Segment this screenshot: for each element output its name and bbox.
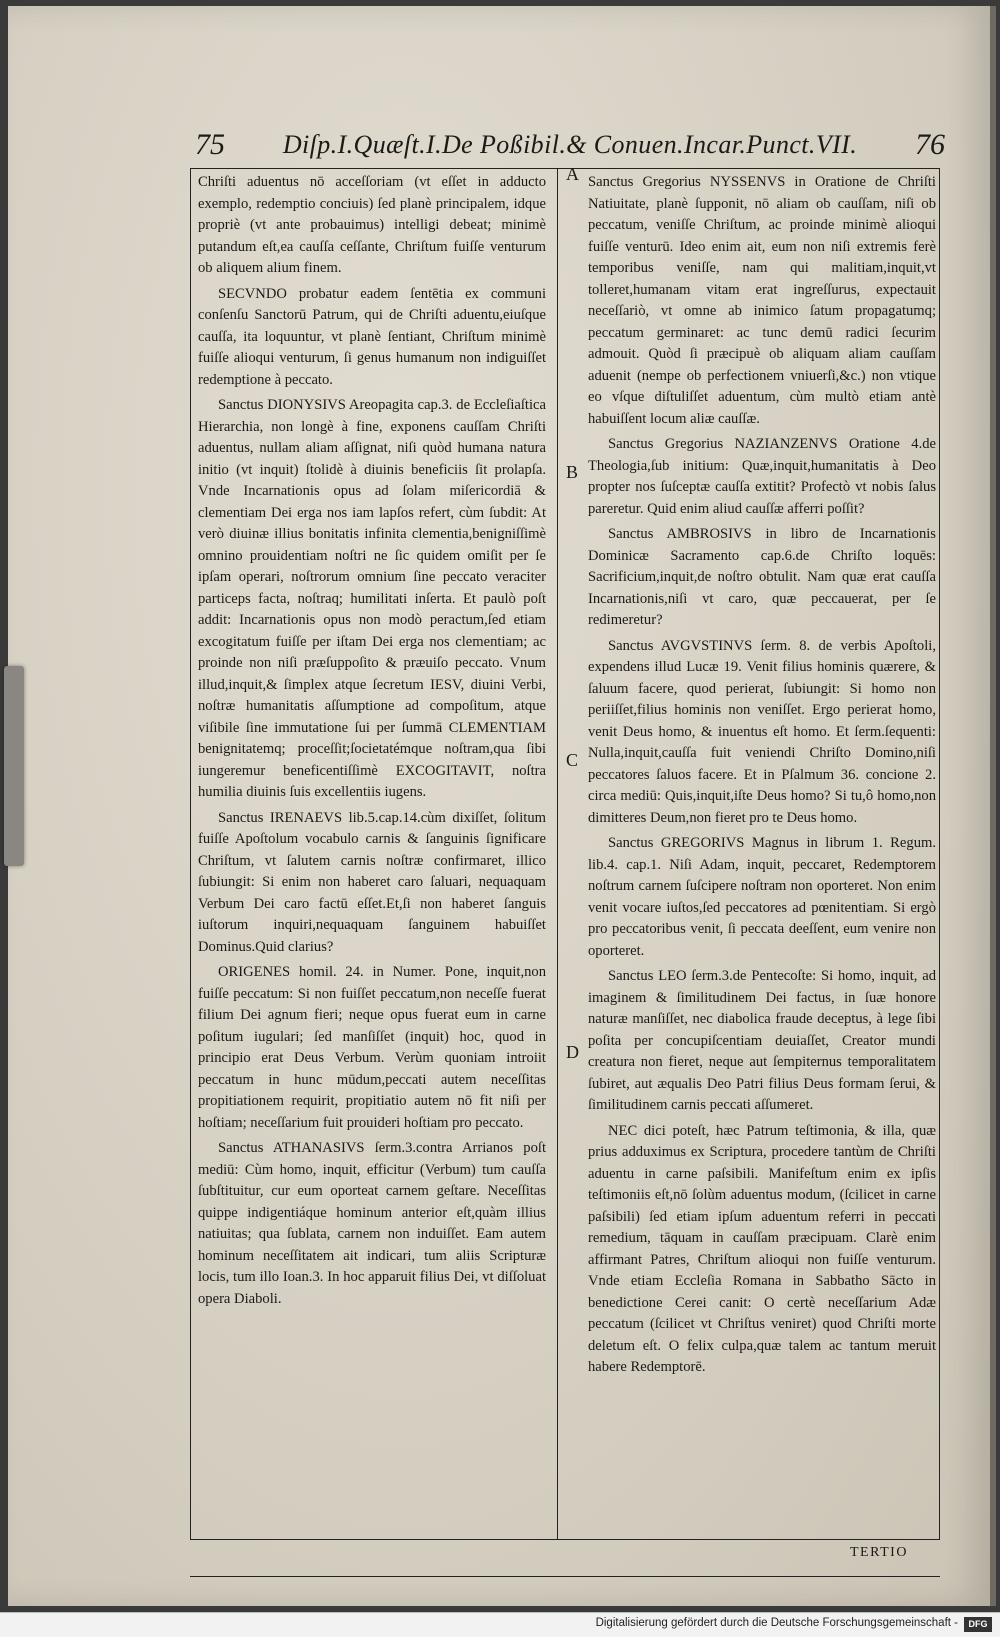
margin-letter-d: D xyxy=(566,1042,579,1062)
catchword: TERTIO xyxy=(850,1545,908,1560)
margin-letter-b: B xyxy=(566,462,579,482)
left-column xyxy=(198,172,546,1534)
paragraph: Sanctus Gregorius NYSSENVS in Oratione de Chriſti Natiuitate, planè ſupponit, nō aliam ob cauſſam, niſi ob peccatum, veniſſe Chriſtum, ac proinde minimè alioqui fuiſſe venturū. Ideo enim ait, eum non niſi extremis ferè temporibus veniſſe, nam qui malitiam,inquit,vt tolleret,humanam vitam erat ingreſſurus, expectauit neceſſariò, vt omne ab inimico ſatum propagatumq; peccatum germinaret: ac tunc demū radici ſecurim admouit. Quòd ſi præcipuè ob aliquam aliam cauſſam aduenit (nempe ob perfectionem vniuerſi,&c.) non vtique eo vſque diſtuliſſet aduentum, cùm multò etiam antè habuiſſent locum aliæ cauſſæ. xyxy=(588,174,936,427)
running-title: Diſp.I.Quæſt.I.De Poßibil.& Conuen.Incar.Punct.VII. xyxy=(282,130,858,159)
dfg-logo-icon: DFG xyxy=(964,1617,992,1632)
footer-credit: Digitalisierung gefördert durch die Deutsche Forschungsgemeinschaft - xyxy=(595,1617,958,1629)
margin-letter-a: A xyxy=(566,164,579,184)
paragraph: SECVNDO probatur eadem ſentētia ex communi conſenſu Sanctorū Patrum, qui de Chriſti aduentu,eiuſque cauſſa, ita loquuntur, vt planè ſentiant, Chriſtum minimè fuiſſe alioqui venturum, ſi genus humanum non indiguiſſet redemptione à peccato. xyxy=(198,285,546,388)
page-clip xyxy=(4,666,24,866)
right-page-number: 76 xyxy=(915,128,945,161)
running-header xyxy=(185,128,945,162)
paragraph: ORIGENES homil. 24. in Numer. Pone, inquit,non fuiſſe peccatum: Si non fuiſſet peccatum,non neceſſe fuerat filium Dei agnum fieri; neque opus fuerat eum in carne poſitum iugulari; ſed manſiſſet (inquit) hoc, quod in principio erat Deus Verbum. Verùm quoniam introiit peccatum in hunc mūdum,peccati autem neceſſitas propitiationem requirit, propitiatio autem nō fit niſi per hoſtiam; neceſſarium fuit prouideri hoſtiam pro peccato. xyxy=(198,964,546,1131)
margin-letter-c: C xyxy=(566,750,579,770)
paragraph: Sanctus ATHANASIVS ſerm.3.contra Arrianos poſt mediū: Cùm homo, inquit, efficitur (Verbum) tum cauſſa ſubſtituitur, cur eum oporteat carnem geſtare. Neceſſitas quippe indigentiáque hominum anterior eſt,quàm illius natiuitas; qua ſublata, carnem non induiſſet. Eam autem hominum neceſſitatem ait indicari, tum aliis Scripturæ locis, tum illo Ioan.3. In hoc apparuit filius Dei, vt diſſoluat opera Diaboli. xyxy=(198,1140,546,1307)
paragraph: Sanctus AMBROSIVS in libro de Incarnationis Dominicæ Sacramento cap.6.de Chriſto loquēs: Sacrificium,inquit,de noſtro obtulit. Nam quæ erat cauſſa Incarnationis,niſi vt caro, quæ peccauerat, per ſe redimeretur? xyxy=(588,526,936,628)
left-page-number: 75 xyxy=(195,128,225,161)
paragraph: Sanctus DIONYSIVS Areopagita cap.3. de Eccleſiaſtica Hierarchia, non longè à fine, exponens cauſſam Chriſti aduentus, nullam aliam aſſignat, niſi quòd humana natura initio (vt inquit) ſtolidè à diuinis beneficiis ſit prolapſa. Vnde Incarnationis opus ad ſolam miſericordiā & clementiam Dei erga nos iam lapſos refert, cùm ſubdit: At verò diuinæ illius bonitatis infinita clementia,benigniſſimè omnino prouidentiam noſtri ne ſic quidem omiſit per ſe ipſam operari, noſtrorum omnium ſine peccato veraciter particeps facta, noſtraq; humilitati inſerta. Et paulò poſt addit: Incarnationis opus non modò peractum,ſed etiam excogitatum fuiſſe per iſtam Dei erga nos clementiam; ac proinde non niſi præſuppoſito & præuiſo peccato. Vnum illud,inquit,& ſimplex atque ſecretum IESV, diuini Verbi, noſtræ humanitatis aſſumptione ad compoſitum, atque viſibile ſine immutatione ſui per ſummā CLEMENTIAM benignitatemq; proceſſit;ſocietatémque noſtram,qua ſibi iungeremur beneficentiſſimè EXCOGITAVIT, noſtra humilia diuinis ſuis excellentiis iugens. xyxy=(198,397,546,800)
paragraph: NEC dici poteſt, hæc Patrum teſtimonia, & illa, quæ prius adduximus ex Scriptura, procedere tantùm de Chriſti aduentu in carne paſsibili. Manifeſtum enim ex ipſis teſtimoniis eſt,nō ſolùm aduentus modum, (ſcilicet in carne paſsibili) ſed etiam ipſum aduentum referri in peccati remedium, tāquam in cauſſam præcipuam. Clarè enim affirmant Patres, Chriſtum alioqui non fuiſſe venturum. Vnde etiam Eccleſia Romana in Sabbatho Sācto in benedictione Cerei canit: O certè neceſſarium Adæ peccatum (ſcilicet vt Chriſtus veniret) quod Chriſti morte deletum eſt. O felix culpa,quæ talem ac tantum meruit habere Redemptorē. xyxy=(588,1122,936,1375)
right-column xyxy=(588,172,936,1534)
paragraph: Chriſti aduentus nō acceſſoriam (vt eſſet in adducto exemplo, redemptio conciuis) ſed planè principalem, idque propriè (vt ante probauimus) intelligi debeat; minimè putandum eſt,ea cauſſa ceſſante, Chriſtum fuiſſe venturum ob aliquem alium finem. xyxy=(198,174,546,276)
paragraph: Sanctus IRENAEVS lib.5.cap.14.cùm dixiſſet, ſolitum fuiſſe Apoſtolum vocabulo carnis & ſanguinis ſignificare Chriſtum, vt ſalutem carnis noſtræ confirmaret, illico ſubiungit: Si enim non haberet caro ſaluari, nequaquam Verbum Dei caro factū eſſet.Et,ſi non haberet ſanguis iuſtorum inquiri,nequaquam ſanguinem habuiſſet Dominus.Quid clarius? xyxy=(198,809,546,955)
paragraph: Sanctus Gregorius NAZIANZENVS Oratione 4.de Theologia,ſub initium: Quæ,inquit,humanitatis à Deo propter nos ſuſceptæ cauſſa extitit? Profectò vt nobis ſalus pareretur. Quid enim aliud cauſſæ afferri poſſit? xyxy=(588,436,936,517)
bottom-rule xyxy=(190,1576,940,1577)
paragraph: Sanctus AVGVSTINVS ſerm. 8. de verbis Apoſtoli, expendens illud Lucæ 19. Venit filius hominis quærere, & ſaluum facere, quod perierat, ſubiungit: Si homo non periiſſet,filius hominis non veniſſet. Ergo perierat homo, venit Deus homo, & inuentus eſt homo. Et ſerm.ſequenti: Nulla,inquit,cauſſa fuit veniendi Chriſto Domino,niſi peccatores ſaluos facere. Et in Pſalmum 36. concione 2. circa mediū: Quis,inquit,iſte Deus homo? Si tu,ô homo,non dimitteres Deum,non fieret pro te Deus homo. xyxy=(588,637,936,826)
paragraph: Sanctus GREGORIVS Magnus in librum 1. Regum. lib.4. cap.1. Niſi Adam, inquit, peccaret, Redemptorem noſtrum carnem ſuſcipere noſtram non oporteret. Non enim venit vocare iuſtos,ſed peccatores ad pœnitentiam. Si ergò pro peccatoribus venit, ſi peccata deeſſent, eum venire non oporteret. xyxy=(588,835,936,959)
footer-bar xyxy=(0,1612,1000,1637)
column-rule xyxy=(557,168,558,1540)
paragraph: Sanctus LEO ſerm.3.de Pentecoſte: Si homo, inquit, ad imaginem & ſimilitudinem Dei factus, in ſuæ honore naturæ manſiſſet, nec diabolica fraude deceptus, à lege ſibi poſita per concupiſcentiam deuiaſſet, Creator mundi creatura non fieret, neque aut ſempiternus temporalitatem ſubiret, aut æqualis Deo Patri filius Deus formam ſerui, & ſimilitudinem carnis peccati aſſumeret. xyxy=(588,968,936,1113)
